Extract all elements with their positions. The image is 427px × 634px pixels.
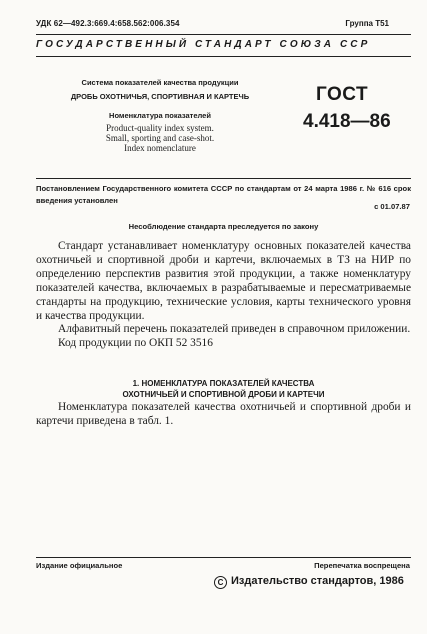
section-text <box>36 401 411 429</box>
law-notice: Несоблюдение стандарта преследуется по закону <box>128 222 319 231</box>
official-edition: Издание официальное <box>36 561 123 570</box>
paragraph: Код продукции по ОКП 52 3516 <box>58 337 213 350</box>
gost-number: 4.418—86 <box>303 111 391 132</box>
nomenclature-line: Номенклатура показателей <box>109 111 211 120</box>
udk-code: УДК 62—492.3:669.4:658.562:006.354 <box>36 19 180 28</box>
decree-rule <box>36 178 411 179</box>
english-line: Product-quality index system. <box>106 123 214 133</box>
section-heading-line: 1. НОМЕНКЛАТУРА ПОКАЗАТЕЛЕЙ КАЧЕСТВА <box>132 379 315 388</box>
english-line: Index nomenclature <box>124 143 196 153</box>
paragraph: Алфавитный перечень показателей приведен в справочном приложении. <box>58 323 411 336</box>
section-heading-line: ОХОТНИЧЬЕЙ И СПОРТИВНОЙ ДРОБИ И КАРТЕЧИ <box>122 390 325 399</box>
gost-label: ГОСТ <box>316 84 369 105</box>
system-line: Система показателей качества продукции <box>81 78 239 87</box>
footer-rule <box>36 557 411 558</box>
copyright-icon: С <box>214 576 227 589</box>
paragraph: Номенклатура показателей качества охотничьей и спортивной дроби и картечи приведена в табл. 1. <box>36 401 411 427</box>
paragraph: Стандарт устанавливает номенклатуру основных показателей качества охотничьей и спортивной дроби и картечи, включаемых в ТЗ на НИР по определению перспектив развития этой продукции, а также номенклатуру показателей качества, включаемых в разрабатываемые и пересматриваемые стандарты на продукцию, технические условия, карты технического уровня и качества продукции. <box>36 240 411 322</box>
document-title: ДРОБЬ ОХОТНИЧЬЯ, СПОРТИВНАЯ И КАРТЕЧЬ <box>70 92 250 101</box>
effective-date: с 01.07.87 <box>374 202 410 211</box>
group-code: Группа Т51 <box>345 19 389 28</box>
reprint-notice: Перепечатка воспрещена <box>314 561 410 570</box>
english-line: Small, sporting and case-shot. <box>105 133 215 143</box>
top-rule <box>36 34 411 35</box>
section-heading <box>36 378 411 400</box>
english-title <box>60 123 260 153</box>
copyright-text: Издательство стандартов, 1986 <box>231 575 404 587</box>
copyright <box>214 575 404 589</box>
header-rule <box>36 56 411 57</box>
intro-text <box>36 240 411 351</box>
decree-text: Постановлением Государственного комитета СССР по стандартам от 24 марта 1986 г. № 616 срок введения установлен <box>36 184 411 205</box>
standard-line: ГОСУДАРСТВЕННЫЙ СТАНДАРТ СОЮЗА ССР <box>36 39 371 50</box>
